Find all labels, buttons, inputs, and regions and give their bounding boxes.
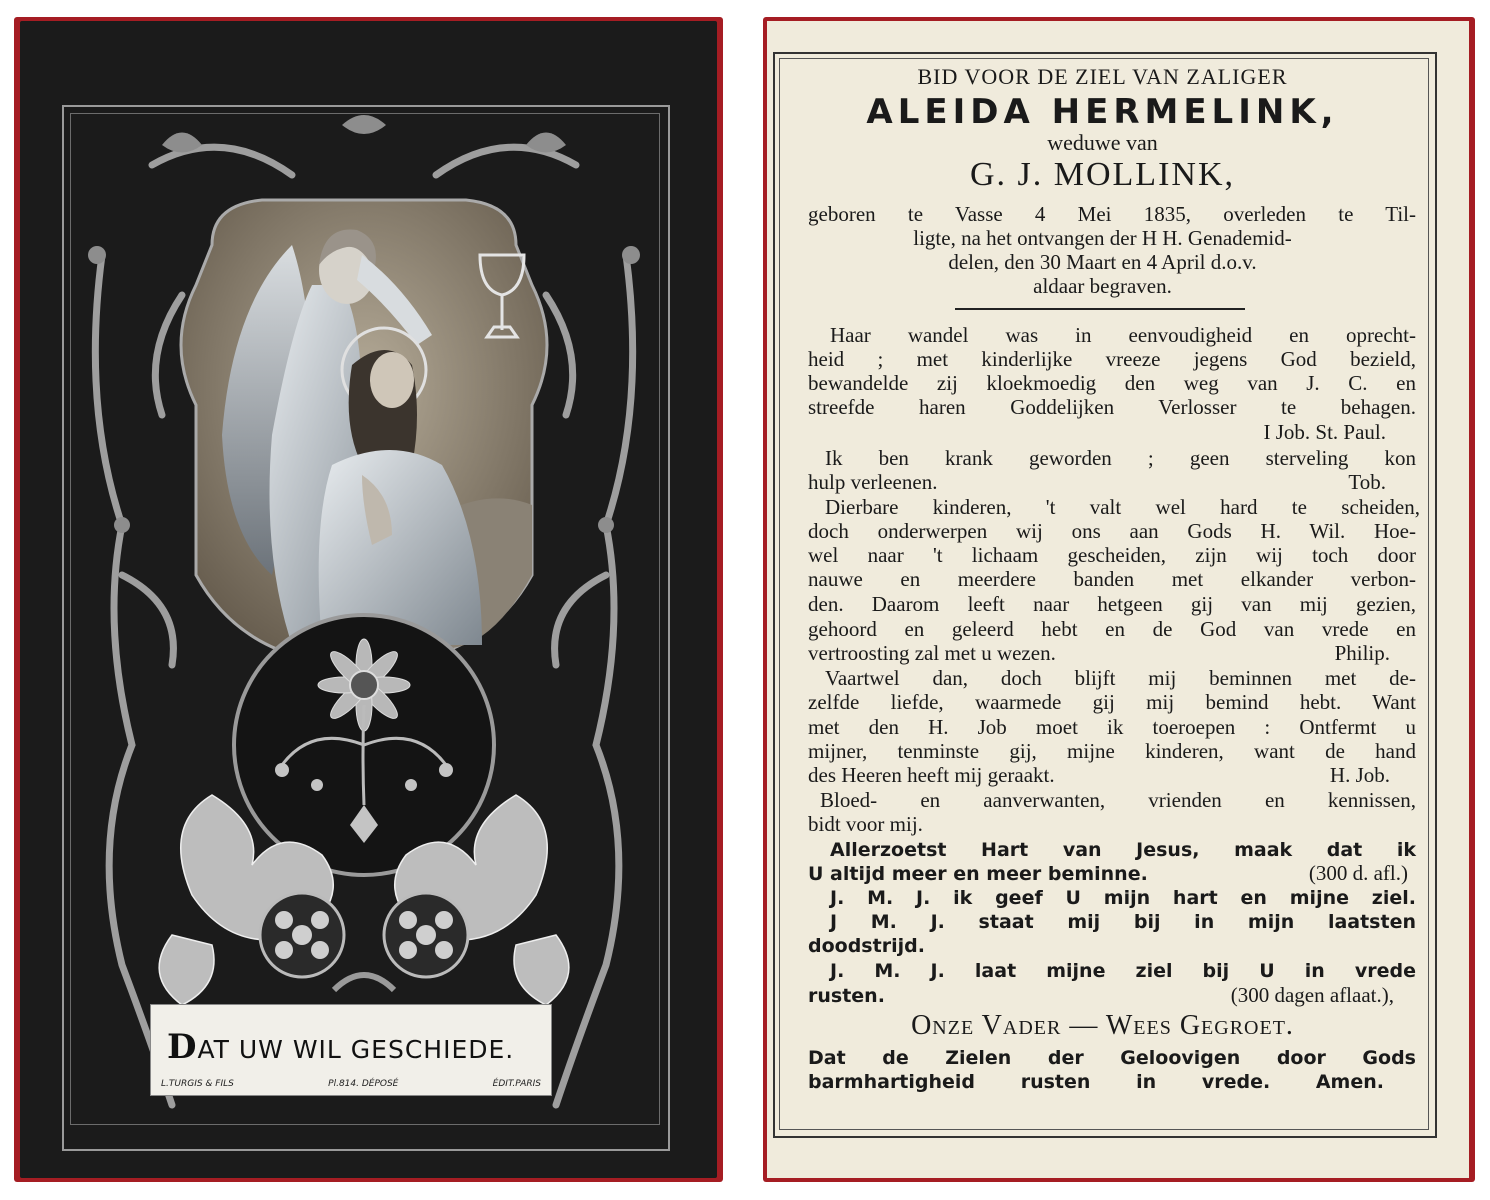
citation: H. Job. <box>1329 763 1390 787</box>
motto-text <box>167 1027 539 1067</box>
bio-line: delen, den 30 Maart en 4 April d.o.v. <box>948 250 1257 274</box>
body-line: Dierbare kinderen, 't valt wel hard te scheiden, <box>825 495 1420 519</box>
body-line: nauwe en meerdere banden met elkander verbon- <box>808 567 1416 591</box>
closing-line: barmhartigheid rusten in vrede. Amen. <box>808 1071 1384 1093</box>
body-line: Ik ben krank geworden ; geen sterveling kon <box>825 446 1416 470</box>
motto-plaque <box>150 1004 552 1096</box>
publisher-credits <box>161 1079 541 1089</box>
prayer-line: Allerzoetst Hart van Jesus, maak dat ik <box>830 839 1416 861</box>
citation: I Job. St. Paul. <box>1263 420 1386 444</box>
body-line: doch onderwerpen wij ons aan Gods H. Wil. Hoe- <box>808 519 1416 543</box>
relation-line: weduwe van <box>1047 130 1158 155</box>
body-line: des Heeren heeft mij geraakt. <box>808 763 1055 787</box>
body-line: met den H. Job moet ik toeroepen : Ontfermt u <box>808 715 1416 739</box>
header-line: BID VOOR DE ZIEL VAN ZALIGER <box>917 64 1288 89</box>
body-line: Vaartwel dan, doch blijft mij beminnen met de- <box>825 666 1416 690</box>
prayer-line: J M. J. staat mij bij in mijn laatsten <box>830 911 1416 933</box>
bio-line: geboren te Vasse 4 Mei 1835, overleden te Til- <box>808 202 1416 226</box>
body-line: wel naar 't lichaam gescheiden, zijn wij toch door <box>808 543 1416 567</box>
deceased-name: ALEIDA HERMELINK, <box>866 92 1339 132</box>
body-line: mijner, tenminste gij, mijne kinderen, want de hand <box>808 739 1416 763</box>
prayer-line: J. M. J. ik geef U mijn hart en mijne ziel. <box>830 887 1416 909</box>
credit-edition: ÉDIT.PARIS <box>492 1079 541 1089</box>
separator-rule <box>955 308 1245 310</box>
indulgence-note: (300 d. afl.) <box>1308 861 1408 885</box>
prayer-line: J. M. J. laat mijne ziel bij U in vrede <box>830 960 1416 982</box>
body-line: den. Daarom leeft naar hetgeen gij van mij gezien, <box>808 592 1416 616</box>
body-line: gehoord en geleerd hebt en de God van vrede en <box>808 617 1416 641</box>
prayer-line: doodstrijd. <box>808 935 925 957</box>
prayer-line: U altijd meer en meer beminne. <box>808 863 1148 885</box>
motto-initial: D <box>167 1027 198 1067</box>
closing-prayers-title: Onze Vader — Wees Gegroet. <box>911 1010 1294 1041</box>
credit-plate: Pl.814. DÉPOSÉ <box>328 1079 399 1089</box>
spouse-name: G. J. MOLLINK, <box>969 156 1236 193</box>
body-line: zelfde liefde, waarmede gij mij bemind hebt. Want <box>808 690 1416 714</box>
indulgence-note: (300 dagen aflaat.), <box>1230 983 1394 1007</box>
body-line: Haar wandel was in eenvoudigheid en oprecht- <box>830 323 1416 347</box>
bio-line: aldaar begraven. <box>1033 274 1172 298</box>
credit-publisher: L.TURGIS & FILS <box>161 1079 234 1089</box>
citation: Philip. <box>1334 641 1390 665</box>
body-line: hulp verleenen. <box>808 470 938 494</box>
closing-line: Dat de Zielen der Geloovigen door Gods <box>808 1047 1416 1069</box>
citation: Tob. <box>1348 470 1386 494</box>
body-line: Bloed- en aanverwanten, vrienden en kennissen, <box>820 788 1416 812</box>
motto-rest: AT UW WIL GESCHIEDE. <box>197 1035 515 1064</box>
body-line: vertroosting zal met u wezen. <box>808 641 1056 665</box>
body-line: bewandelde zij kloekmoedig den weg van J. C. en <box>808 371 1416 395</box>
body-line: heid ; met kinderlijke vreeze jegens God bezield, <box>808 347 1416 371</box>
devotional-illustration <box>62 105 666 1147</box>
prayer-line: rusten. <box>808 985 885 1007</box>
bio-line: ligte, na het ontvangen der H H. Genademid- <box>913 226 1292 250</box>
body-line: streefde haren Goddelijken Verlosser te behagen. <box>808 395 1416 419</box>
body-line: bidt voor mij. <box>808 812 923 836</box>
